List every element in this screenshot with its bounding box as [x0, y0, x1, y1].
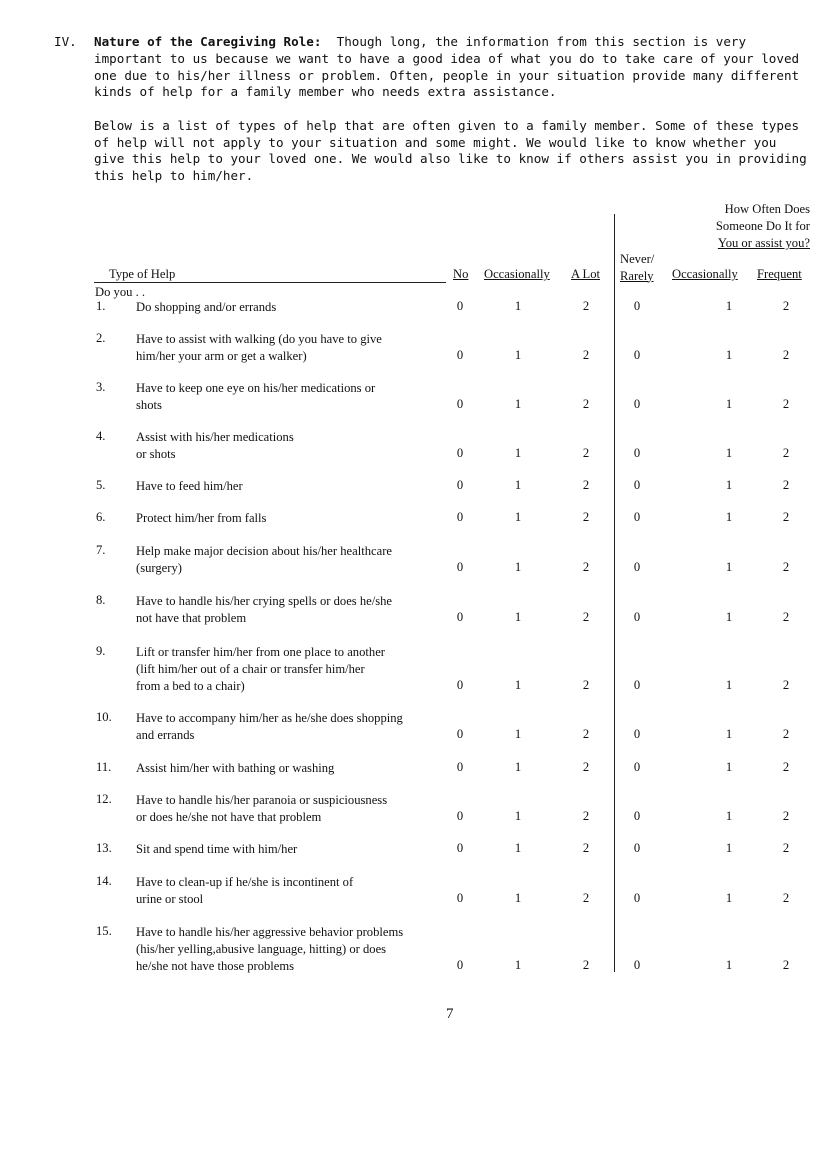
- never-rarely-header-line: Rarely: [620, 268, 654, 283]
- rating-frequent[interactable]: 2: [782, 609, 790, 624]
- others-occasionally-header: Occasionally: [672, 267, 738, 281]
- help-item-number: 5.: [96, 478, 106, 492]
- help-item-number: 2.: [96, 331, 106, 345]
- help-item-text-line: and errands: [136, 727, 195, 742]
- help-item-number: 8.: [96, 593, 106, 607]
- rating-occasionally[interactable]: 1: [514, 347, 522, 362]
- rating-no[interactable]: 0: [456, 760, 464, 774]
- rating-occasionally[interactable]: 1: [514, 957, 522, 972]
- help-item-text-line: Have to handle his/her paranoia or suspiciousness: [136, 793, 388, 807]
- help-item-number: 6.: [96, 510, 106, 524]
- help-item-number: 4.: [96, 429, 106, 443]
- rating-never-rarely[interactable]: 0: [633, 726, 641, 741]
- rating-no[interactable]: 0: [456, 609, 464, 624]
- help-item-number: 9.: [96, 644, 106, 658]
- rating-frequent[interactable]: 2: [782, 445, 790, 460]
- help-item-text: [136, 841, 456, 858]
- rating-frequent[interactable]: 2: [782, 841, 790, 855]
- help-item-number: 1.: [96, 299, 106, 313]
- help-item-text-line: Have to feed him/her: [136, 479, 243, 493]
- how-often-header: [676, 201, 810, 252]
- help-item-text-line: (his/her yelling,abusive language, hitting) or does: [136, 941, 387, 956]
- rating-a-lot[interactable]: 2: [582, 677, 590, 692]
- rating-occasionally[interactable]: 1: [514, 841, 522, 855]
- rating-frequent[interactable]: 2: [782, 347, 790, 362]
- rating-never-rarely[interactable]: 0: [633, 478, 641, 492]
- rating-others-occasionally[interactable]: 1: [725, 559, 733, 574]
- help-item-text-line: (lift him/her out of a chair or transfer him/her: [136, 661, 365, 676]
- rating-frequent[interactable]: 2: [782, 396, 790, 411]
- help-item-text-line: Have to accompany him/her as he/she does shopping: [136, 711, 403, 725]
- rating-no[interactable]: 0: [456, 808, 464, 823]
- rating-no[interactable]: 0: [456, 478, 464, 492]
- help-item-text-line: Have to handle his/her crying spells or does he/she: [136, 594, 393, 608]
- rating-frequent[interactable]: 2: [782, 559, 790, 574]
- rating-occasionally[interactable]: 1: [514, 760, 522, 774]
- rating-frequent[interactable]: 2: [782, 760, 790, 774]
- rating-a-lot[interactable]: 2: [582, 890, 590, 905]
- rating-never-rarely[interactable]: 0: [633, 609, 641, 624]
- rating-others-occasionally[interactable]: 1: [725, 957, 733, 972]
- never-rarely-header-line: Never/: [620, 252, 655, 266]
- help-item-text: [136, 510, 456, 527]
- help-item-text-line: from a bed to a chair): [136, 678, 245, 693]
- rating-occasionally[interactable]: 1: [514, 478, 522, 492]
- rating-never-rarely[interactable]: 0: [633, 396, 641, 411]
- help-item-text-line: Help make major decision about his/her healthcare: [136, 544, 392, 558]
- help-item-text-line: he/she not have those problems: [136, 958, 295, 973]
- rating-others-occasionally[interactable]: 1: [725, 347, 733, 362]
- rating-never-rarely[interactable]: 0: [633, 890, 641, 905]
- rating-a-lot[interactable]: 2: [582, 559, 590, 574]
- help-item-text: [136, 478, 456, 495]
- rating-occasionally[interactable]: 1: [514, 510, 522, 524]
- rating-occasionally[interactable]: 1: [514, 299, 522, 313]
- help-item-text: [136, 924, 456, 974]
- never-rarely-header: [620, 251, 654, 284]
- help-item-text-line: Sit and spend time with him/her: [136, 842, 298, 856]
- rating-others-occasionally[interactable]: 1: [725, 396, 733, 411]
- help-item-text: [136, 380, 456, 414]
- rating-never-rarely[interactable]: 0: [633, 957, 641, 972]
- intro-paragraph-2: Below is a list of types of help that are often given to a family member. Some of these types of help will not apply to your situation and some might. We would like to know whether you give this help to your loved one. We would also like to know if others assist you in providing this help to him/her.: [94, 117, 807, 184]
- rating-others-occasionally[interactable]: 1: [725, 609, 733, 624]
- help-item-text: [136, 299, 456, 316]
- help-item-text-line: Lift or transfer him/her from one place to another: [136, 645, 385, 659]
- rating-others-occasionally[interactable]: 1: [725, 841, 733, 855]
- rating-occasionally[interactable]: 1: [514, 609, 522, 624]
- rating-no[interactable]: 0: [456, 726, 464, 741]
- page-number: 7: [446, 1006, 454, 1022]
- rating-never-rarely[interactable]: 0: [633, 510, 641, 524]
- rating-frequent[interactable]: 2: [782, 478, 790, 492]
- rating-frequent[interactable]: 2: [782, 299, 790, 313]
- how-often-header-line: You or assist you?: [717, 236, 810, 250]
- rating-no[interactable]: 0: [456, 299, 464, 313]
- type-of-help-header: [94, 267, 446, 283]
- help-item-text: [136, 710, 456, 744]
- rating-never-rarely[interactable]: 0: [633, 760, 641, 774]
- help-item-number: 14.: [96, 874, 112, 888]
- a-lot-header: A Lot: [571, 267, 601, 281]
- rating-frequent[interactable]: 2: [782, 890, 790, 905]
- rating-others-occasionally[interactable]: 1: [725, 510, 733, 524]
- rating-a-lot[interactable]: 2: [582, 760, 590, 774]
- help-item-text: [136, 760, 456, 777]
- rating-never-rarely[interactable]: 0: [633, 808, 641, 823]
- help-item-text: [136, 429, 456, 463]
- rating-others-occasionally[interactable]: 1: [725, 760, 733, 774]
- help-item-text-line: urine or stool: [136, 891, 204, 906]
- rating-a-lot[interactable]: 2: [582, 445, 590, 460]
- rating-a-lot[interactable]: 2: [582, 510, 590, 524]
- rating-a-lot[interactable]: 2: [582, 726, 590, 741]
- rating-no[interactable]: 0: [456, 445, 464, 460]
- rating-frequent[interactable]: 2: [782, 726, 790, 741]
- rating-no[interactable]: 0: [456, 957, 464, 972]
- help-item-number: 10.: [96, 710, 112, 724]
- help-item-text-line: Have to assist with walking (do you have to give: [136, 332, 382, 346]
- intro-paragraph-1: [94, 34, 814, 101]
- rating-others-occasionally[interactable]: 1: [725, 445, 733, 460]
- help-item-text: [136, 593, 456, 627]
- help-item-text-line: Assist him/her with bathing or washing: [136, 761, 335, 775]
- help-item-number: 3.: [96, 380, 106, 394]
- do-you-label: Do you . .: [95, 285, 146, 299]
- help-item-text-line: Assist with his/her medications: [136, 430, 294, 444]
- help-item-text-line: shots: [136, 397, 162, 412]
- rating-others-occasionally[interactable]: 1: [725, 478, 733, 492]
- rating-no[interactable]: 0: [456, 510, 464, 524]
- rating-a-lot[interactable]: 2: [582, 478, 590, 492]
- rating-frequent[interactable]: 2: [782, 957, 790, 972]
- rating-a-lot[interactable]: 2: [582, 957, 590, 972]
- help-item-text-line: (surgery): [136, 560, 182, 575]
- rating-frequent[interactable]: 2: [782, 677, 790, 692]
- rating-a-lot[interactable]: 2: [582, 396, 590, 411]
- rating-frequent[interactable]: 2: [782, 510, 790, 524]
- rating-no[interactable]: 0: [456, 677, 464, 692]
- rating-no[interactable]: 0: [456, 396, 464, 411]
- rating-a-lot[interactable]: 2: [582, 841, 590, 855]
- help-item-text-line: or does he/she not have that problem: [136, 809, 322, 824]
- rating-never-rarely[interactable]: 0: [633, 559, 641, 574]
- help-item-text: [136, 331, 456, 365]
- rating-others-occasionally[interactable]: 1: [725, 726, 733, 741]
- how-often-header-line: Someone Do It for: [715, 219, 810, 233]
- rating-others-occasionally[interactable]: 1: [725, 890, 733, 905]
- section-title: Nature of the Caregiving Role:: [94, 34, 322, 49]
- section-number: IV.: [54, 34, 77, 49]
- help-item-text: [136, 874, 456, 908]
- section-intro: [94, 34, 814, 185]
- help-item-number: 11.: [96, 760, 112, 774]
- help-item-text-line: Have to clean-up if he/she is incontinent of: [136, 875, 354, 889]
- help-item-number: 15.: [96, 924, 112, 938]
- rating-occasionally[interactable]: 1: [514, 808, 522, 823]
- help-item-number: 13.: [96, 841, 112, 855]
- rating-others-occasionally[interactable]: 1: [725, 677, 733, 692]
- rating-no[interactable]: 0: [456, 347, 464, 362]
- frequent-header: Frequent: [757, 267, 802, 281]
- help-item-text-line: or shots: [136, 446, 176, 461]
- rating-never-rarely[interactable]: 0: [633, 677, 641, 692]
- rating-no[interactable]: 0: [456, 841, 464, 855]
- help-item-text: [136, 543, 456, 577]
- rating-never-rarely[interactable]: 0: [633, 299, 641, 313]
- help-item-text: [136, 644, 456, 694]
- help-item-text-line: Do shopping and/or errands: [136, 300, 277, 314]
- intro-lead-text: Though long, the information from this section is very important to us because we want to have a good idea of what you do to take care of your loved one due to his/her illness or problem. Often, people in your situation provide many different kinds of help for a family member who needs extra assistance.: [94, 34, 800, 100]
- rating-never-rarely[interactable]: 0: [633, 347, 641, 362]
- rating-a-lot[interactable]: 2: [582, 299, 590, 313]
- rating-a-lot[interactable]: 2: [582, 808, 590, 823]
- rating-never-rarely[interactable]: 0: [633, 841, 641, 855]
- help-item-number: 12.: [96, 792, 112, 806]
- rating-occasionally[interactable]: 1: [514, 396, 522, 411]
- rating-occasionally[interactable]: 1: [514, 677, 522, 692]
- column-divider: [614, 214, 615, 972]
- rating-frequent[interactable]: 2: [782, 808, 790, 823]
- rating-others-occasionally[interactable]: 1: [725, 808, 733, 823]
- occasionally-header: Occasionally: [484, 267, 550, 281]
- help-item-text: [136, 792, 456, 826]
- rating-occasionally[interactable]: 1: [514, 726, 522, 741]
- rating-occasionally[interactable]: 1: [514, 445, 522, 460]
- rating-others-occasionally[interactable]: 1: [725, 299, 733, 313]
- rating-no[interactable]: 0: [456, 890, 464, 905]
- help-item-text-line: him/her your arm or get a walker): [136, 348, 307, 363]
- rating-occasionally[interactable]: 1: [514, 890, 522, 905]
- help-item-text-line: not have that problem: [136, 610, 247, 625]
- rating-occasionally[interactable]: 1: [514, 559, 522, 574]
- how-often-header-line: How Often Does: [724, 202, 810, 216]
- rating-never-rarely[interactable]: 0: [633, 445, 641, 460]
- no-header: No: [453, 267, 469, 281]
- type-of-help-header-label: Type of Help: [109, 267, 176, 281]
- rating-no[interactable]: 0: [456, 559, 464, 574]
- rating-a-lot[interactable]: 2: [582, 609, 590, 624]
- help-item-text-line: Have to handle his/her aggressive behavior problems: [136, 925, 404, 939]
- rating-a-lot[interactable]: 2: [582, 347, 590, 362]
- help-item-number: 7.: [96, 543, 106, 557]
- help-item-text-line: Protect him/her from falls: [136, 511, 267, 525]
- help-item-text-line: Have to keep one eye on his/her medications or: [136, 381, 376, 395]
